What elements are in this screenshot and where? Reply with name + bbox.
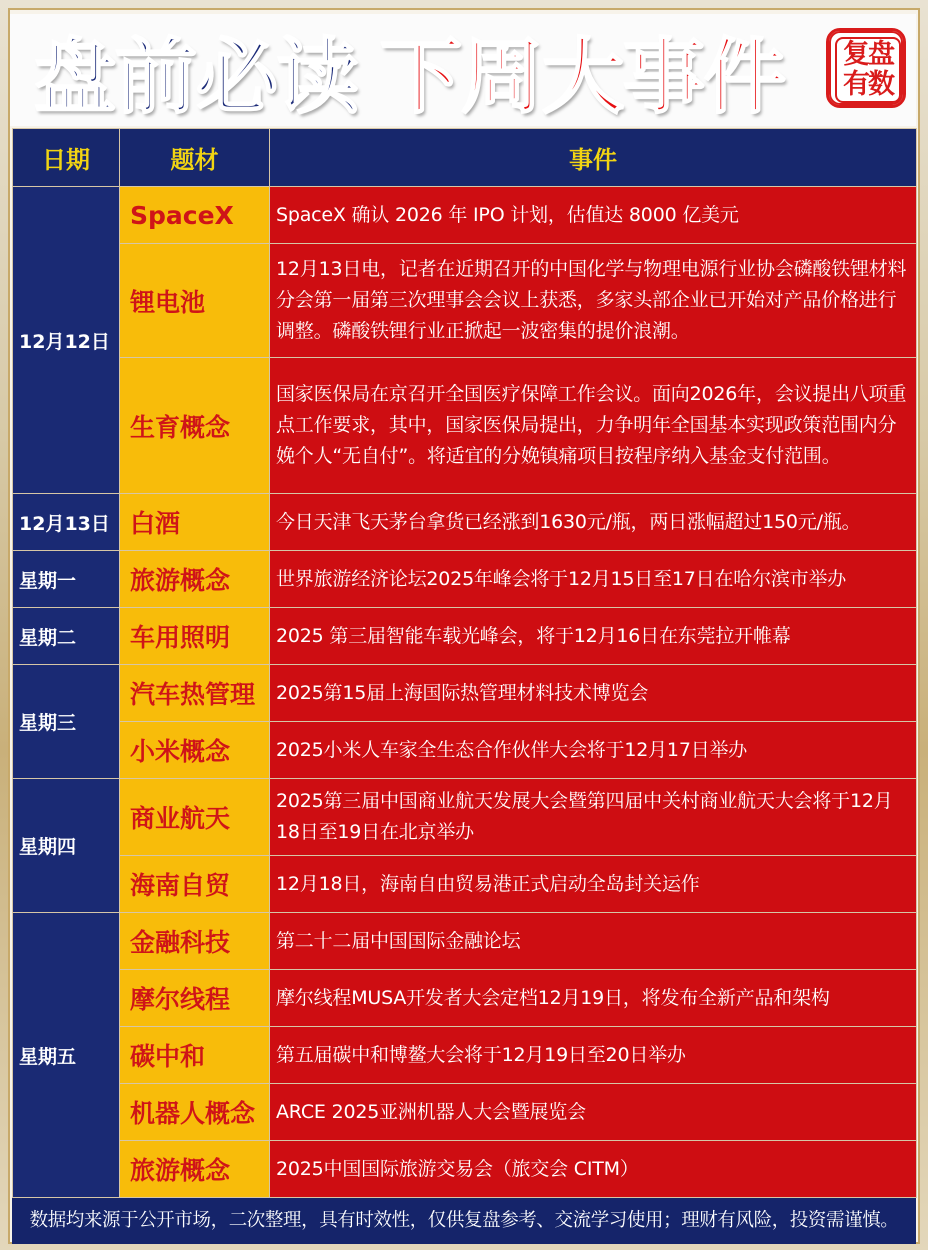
topic-cell: 金融科技: [120, 913, 270, 970]
event-cell: ARCE 2025亚洲机器人大会暨展览会: [270, 1084, 917, 1141]
topic-cell: 机器人概念: [120, 1084, 270, 1141]
event-cell: 今日天津飞天茅台拿货已经涨到1630元/瓶，两日涨幅超过150元/瓶。: [270, 494, 917, 551]
table-row: [13, 358, 917, 494]
topic-cell: 小米概念: [120, 722, 270, 779]
disclaimer-footer: 数据均来源于公开市场，二次整理，具有时效性，仅供复盘参考、交流学习使用；理财有风险，投资需谨慎。: [12, 1198, 916, 1244]
table-row: [13, 913, 917, 970]
table-row: [13, 1084, 917, 1141]
topic-cell: 车用照明: [120, 608, 270, 665]
date-cell: 星期五: [13, 913, 120, 1198]
event-cell: 2025中国国际旅游交易会（旅交会 CITM）: [270, 1141, 917, 1198]
event-cell: 2025第15届上海国际热管理材料技术博览会: [270, 665, 917, 722]
brand-logo: [826, 28, 906, 108]
table-row: [13, 856, 917, 913]
table-row: [13, 494, 917, 551]
event-cell: 摩尔线程MUSA开发者大会定档12月19日，将发布全新产品和架构: [270, 970, 917, 1027]
date-cell: 星期四: [13, 779, 120, 913]
table-row: [13, 187, 917, 244]
event-cell: 12月18日，海南自由贸易港正式启动全岛封关运作: [270, 856, 917, 913]
table-row: [13, 244, 917, 358]
topic-cell: 摩尔线程: [120, 970, 270, 1027]
header-topic: 题材: [120, 129, 270, 187]
date-cell: 12月13日: [13, 494, 120, 551]
header-date: 日期: [13, 129, 120, 187]
event-cell: 2025小米人车家全生态合作伙伴大会将于12月17日举办: [270, 722, 917, 779]
event-cell: 国家医保局在京召开全国医疗保障工作会议。面向2026年，会议提出八项重点工作要求，其中，国家医保局提出，力争明年全国基本实现政策范围内分娩个人“无自付”。将适宜的分娩镇痛项目按程序纳入基金支付范围。: [270, 358, 917, 494]
topic-cell: SpaceX: [120, 187, 270, 244]
event-cell: 2025 第三届智能车载光峰会，将于12月16日在东莞拉开帷幕: [270, 608, 917, 665]
event-cell: 12月13日电，记者在近期召开的中国化学与物理电源行业协会磷酸铁锂材料分会第一届第三次理事会会议上获悉，多家头部企业已开始对产品价格进行调整。磷酸铁锂行业正掀起一波密集的提价浪潮。: [270, 244, 917, 358]
topic-cell: 海南自贸: [120, 856, 270, 913]
table-row: [13, 665, 917, 722]
topic-cell: 汽车热管理: [120, 665, 270, 722]
header-event: 事件: [270, 129, 917, 187]
title-bar: [10, 14, 916, 126]
table-row: [13, 551, 917, 608]
topic-cell: 碳中和: [120, 1027, 270, 1084]
date-cell: 星期三: [13, 665, 120, 779]
topic-cell: 锂电池: [120, 244, 270, 358]
table-row: [13, 722, 917, 779]
topic-cell: 生育概念: [120, 358, 270, 494]
date-cell: 12月12日: [13, 187, 120, 494]
table-header-row: [13, 129, 917, 187]
event-cell: SpaceX 确认 2026 年 IPO 计划，估值达 8000 亿美元: [270, 187, 917, 244]
topic-cell: 商业航天: [120, 779, 270, 856]
logo-line1: 复盘: [843, 39, 893, 70]
table-row: [13, 1027, 917, 1084]
event-cell: 2025第三届中国商业航天发展大会暨第四届中关村商业航天大会将于12月18日至19日在北京举办: [270, 779, 917, 856]
event-cell: 世界旅游经济论坛2025年峰会将于12月15日至17日在哈尔滨市举办: [270, 551, 917, 608]
topic-cell: 旅游概念: [120, 551, 270, 608]
date-cell: 星期二: [13, 608, 120, 665]
logo-line2: 有数: [843, 69, 893, 100]
topic-cell: 旅游概念: [120, 1141, 270, 1198]
title-part2: 下周大事件: [380, 30, 786, 125]
table-row: [13, 779, 917, 856]
title-part1: 盘前必读: [34, 30, 359, 125]
topic-cell: 白酒: [120, 494, 270, 551]
event-cell: 第二十二届中国国际金融论坛: [270, 913, 917, 970]
table-row: [13, 1141, 917, 1198]
event-cell: 第五届碳中和博鳌大会将于12月19日至20日举办: [270, 1027, 917, 1084]
events-table: [12, 128, 917, 1198]
table-row: [13, 970, 917, 1027]
table-row: [13, 608, 917, 665]
date-cell: 星期一: [13, 551, 120, 608]
